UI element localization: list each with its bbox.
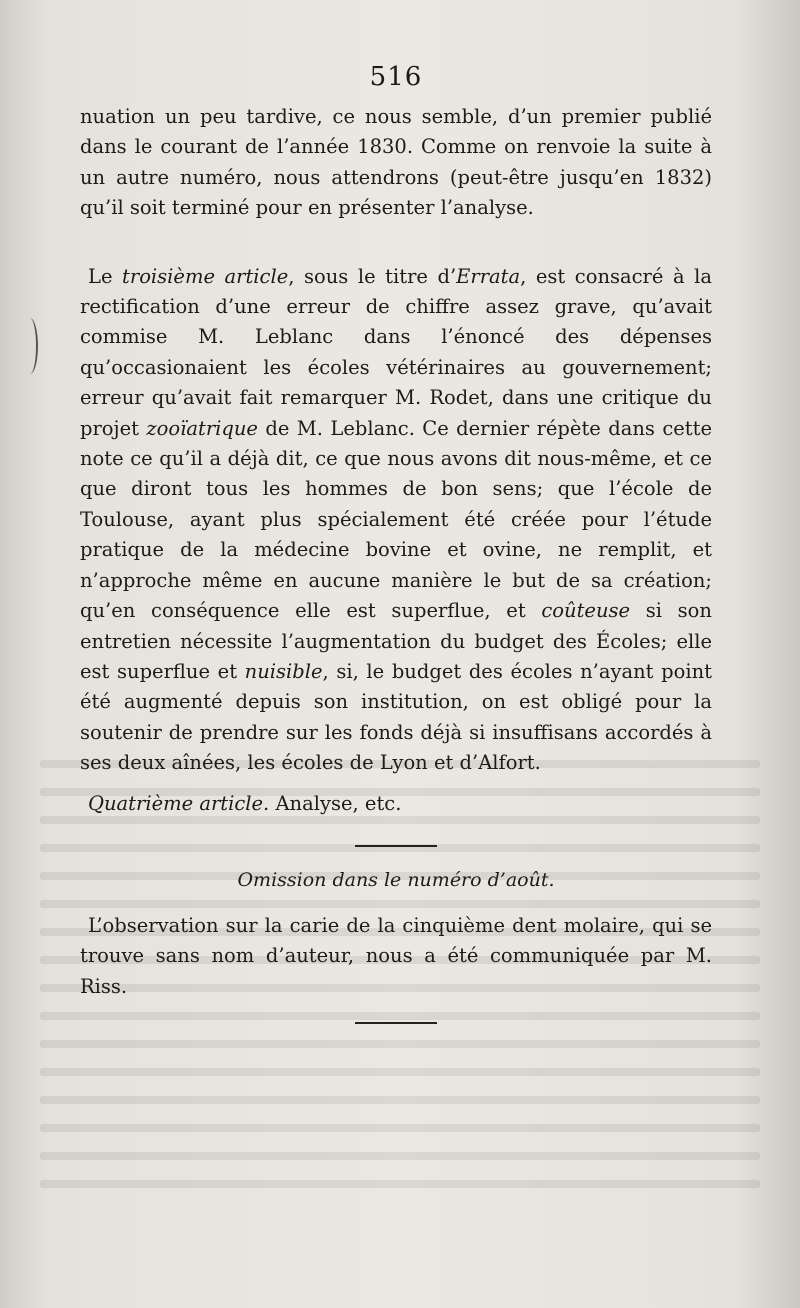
- text-segment: , est consacré à la rectification d’une erreur de chiffre assez grave, qu’avait commise M. Leblanc dans l’énoncé des dépenses qu’occasionaient les écoles vétérinaires au gouvernement; erreur qu’avait fait remarquer M. Rodet, dans une critique du projet: [80, 264, 712, 440]
- text-segment: de M. Leblanc. Ce dernier répète dans cette note ce qu’il a déjà dit, ce que nous avons dit nous-même, et ce que diront tous les hommes de bon sens; que l’école de Toulouse, ayant plus spécialement été créée pour l’étude pratique de la médecine bovine et ovine, ne remplit, et n’approche même en aucune manière le but de sa création; qu’en conséquence elle est superflue, et: [80, 416, 712, 623]
- paragraph-omission: L’observation sur la carie de la cinquième dent molaire, qui se trouve sans nom d’auteur, nous a été communiquée par M. Riss.: [80, 913, 712, 998]
- paragraph-gap: [80, 779, 712, 789]
- text-segment: , sous le titre d’: [288, 264, 457, 288]
- text-segment: Le: [88, 264, 123, 288]
- paragraph-continuation: nuation un peu tardive, ce nous semble, d’un premier publié dans le courant de l’année 1830. Comme on renvoie la suite à un autre numéro, nous attendrons (peut-être jusqu’en 1832) qu’il soit terminé pour en présenter l’analyse.: [80, 105, 712, 220]
- text-segment: si son entretien nécessite l’augmentation du budget des Écoles; elle est superflue et: [80, 599, 712, 683]
- italic-term: Quatrième article.: [88, 791, 270, 815]
- paragraph-gap: [80, 897, 712, 911]
- section-gap: [80, 819, 712, 845]
- text-segment: , si, le budget des écoles n’ayant point été augmenté depuis son institution, on est obligé pour la soutenir de prendre sur les fonds déjà si insuffisans accordés à ses deux aînées, les écoles de Lyon et d’Alfort.: [80, 659, 712, 775]
- italic-term: nuisible: [244, 659, 323, 683]
- italic-term: zooïatrique: [146, 416, 258, 440]
- bottom-divider-wrap: [80, 1022, 712, 1024]
- italic-term: troisième article: [122, 264, 289, 288]
- italic-term: Errata: [456, 264, 521, 288]
- text-segment: Analyse, etc.: [269, 791, 402, 815]
- page-content: [80, 52, 712, 1024]
- italic-term: coûteuse: [541, 599, 631, 623]
- margin-bracket-mark: [22, 318, 38, 374]
- omission-heading: Omission dans le numéro d’août.: [237, 868, 555, 891]
- paragraph-gap: [80, 224, 712, 262]
- page-number: 516: [369, 62, 423, 92]
- end-divider-rule: [355, 1022, 437, 1024]
- section-gap: [80, 847, 712, 863]
- paragraph-troisieme-article: [80, 262, 712, 779]
- paragraph-quatrieme-article: [80, 789, 712, 819]
